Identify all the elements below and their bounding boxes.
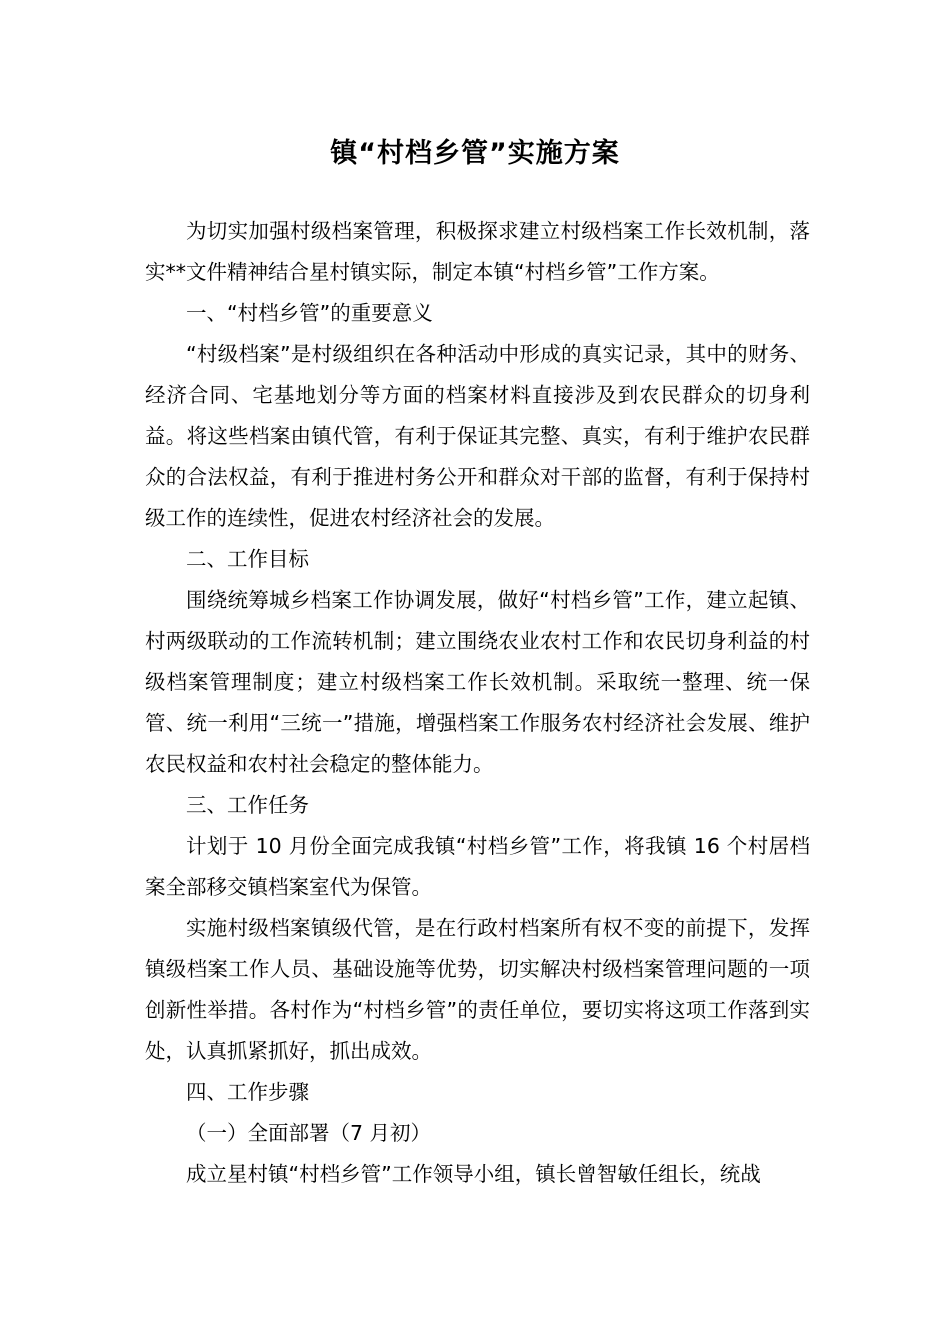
- document-body: [145, 211, 810, 1195]
- subsection-heading-deployment: （一）全面部署（7 月初）: [186, 1121, 432, 1145]
- section-heading-goals: 二、工作目标: [186, 547, 309, 571]
- paragraph-tasks-detail: 实施村级档案镇级代管，是在行政村档案所有权不变的前提下，发挥镇级档案工作人员、基础设施等优势，切实解决村级档案管理问题的一项创新性举措。各村作为“村档乡管”的责任单位，要切实将这项工作落到实处，认真抓紧抓好，抓出成效。: [145, 916, 810, 1063]
- section-heading-significance: 一、“村档乡管”的重要意义: [186, 301, 433, 325]
- section-heading-steps: 四、工作步骤: [186, 1080, 309, 1104]
- section-heading-tasks: 三、工作任务: [186, 793, 309, 817]
- paragraph-tasks-plan: 计划于 10 月份全面完成我镇“村档乡管”工作，将我镇 16 个村居档案全部移交镇档案室代为保管。: [145, 834, 810, 899]
- document-title: 镇“村档乡管”实施方案: [330, 138, 620, 169]
- paragraph-intro: 为切实加强村级档案管理，积极探求建立村级档案工作长效机制，落实**文件精神结合星村镇实际，制定本镇“村档乡管”工作方案。: [145, 219, 810, 284]
- paragraph-significance: “村级档案”是村级组织在各种活动中形成的真实记录，其中的财务、经济合同、宅基地划分等方面的档案材料直接涉及到农民群众的切身利益。将这些档案由镇代管，有利于保证其完整、真实，有利于维护农民群众的合法权益，有利于推进村务公开和群众对干部的监督，有利于保持村级工作的连续性，促进农村经济社会的发展。: [145, 342, 810, 530]
- paragraph-goals: 围绕统筹城乡档案工作协调发展，做好“村档乡管”工作，建立起镇、村两级联动的工作流转机制；建立围绕农业农村工作和农民切身利益的村级档案管理制度；建立村级档案工作长效机制。采取统一整理、统一保管、统一利用“三统一”措施，增强档案工作服务农村经济社会发展、维护农民权益和农村社会稳定的整体能力。: [145, 588, 810, 776]
- paragraph-deployment: 成立星村镇“村档乡管”工作领导小组，镇长曾智敏任组长，统战: [186, 1162, 761, 1186]
